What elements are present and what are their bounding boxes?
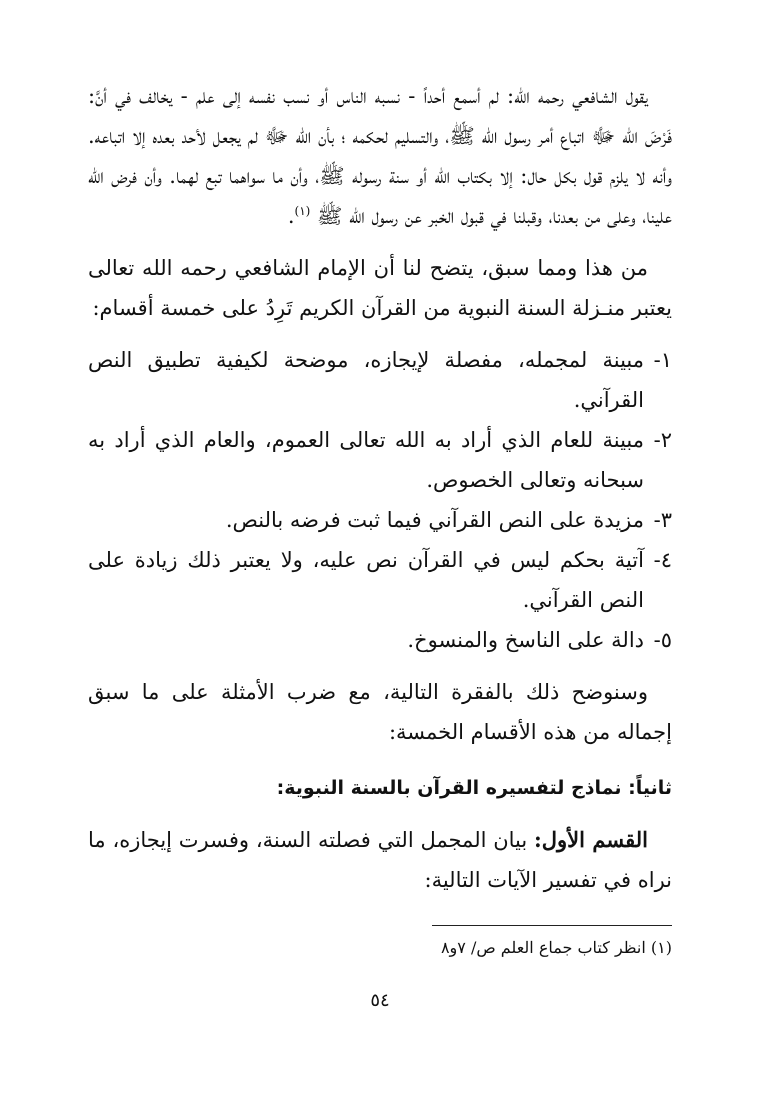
- sections-list: [88, 340, 672, 660]
- paragraph-summary: من هذا ومما سبق، يتضح لنا أن الإمام الشافعي رحمه الله تعالى يعتبر منـزلة السنة النبوية من القرآن الكريم تَرِدُ على خمسة أقسام:: [88, 256, 672, 320]
- footnote-divider: [432, 925, 672, 926]
- list-item-number: ٤-: [653, 548, 672, 572]
- list-item-text: دالة على الناسخ والمنسوخ.: [407, 628, 644, 652]
- list-item-number: ١-: [653, 348, 672, 372]
- paragraph-first-section: [88, 820, 672, 900]
- footnote-text: انظر كتاب جماع العلم ص/ ٧و٨: [440, 938, 646, 957]
- footnote-reference: (١): [294, 204, 311, 218]
- first-section-label: القسم الأول:: [534, 827, 648, 852]
- footnote: [88, 935, 672, 961]
- list-item-text: مبينة للعام الذي أراد به الله تعالى العموم، والعام الذي أراد به سبحانه وتعالى الخصوص.: [88, 428, 644, 492]
- paragraph-transition: وسنوضح ذلك بالفقرة التالية، مع ضرب الأمثلة على ما سبق إجماله من هذه الأقسام الخمسة:: [88, 680, 672, 744]
- section-heading: ثانياً: نماذج لتفسيره القرآن بالسنة النبوية:: [276, 777, 672, 799]
- paragraph-shafii-quote: [88, 76, 672, 236]
- list-item: [88, 620, 672, 660]
- first-section-text: بيان المجمل التي فصلته السنة، وفسرت إيجازه، ما نراه في تفسير الآيات التالية:: [88, 828, 672, 892]
- list-item-number: ٥-: [653, 628, 672, 652]
- list-item-number: ٢-: [653, 428, 672, 452]
- page-number: ٥٤: [370, 990, 390, 1011]
- list-item-text: مزيدة على النص القرآني فيما ثبت فرضه بالنص.: [225, 508, 644, 532]
- list-item-text: مبينة لمجمله، مفصلة لإيجازه، موضحة لكيفية تطبيق النص القرآني.: [88, 348, 644, 412]
- paragraph-end-mark: .: [287, 204, 295, 228]
- list-item: [88, 500, 672, 540]
- paragraph-shafii-quote-text: يقول الشافعي رحمه الله: لم أسمع أحداً - نسبه الناس أو نسب نفسه إلى علم - يخالف في أنَّ: فَرْضَ الله ﷻ اتباع أمر رسول الله ﷺ، والتسليم لحكمه ؛ بأن الله ﷻ لم يجعل لأحد بعده إلا اتباعه. وأنه لا يلزم قول بكل حال: إلا بكتاب الله أو سنة رسوله ﷺ، وأن ما سواهما تبع لهما. وأن فرض الله علينا، وعلى من بعدنا، وقبلنا في قبول الخبر عن رسول الله ﷺ: [88, 84, 672, 228]
- list-item-number: ٣-: [653, 508, 672, 532]
- footnote-number: (١): [650, 938, 672, 957]
- list-item: [88, 540, 672, 620]
- list-item: [88, 340, 672, 420]
- main-text: [88, 76, 672, 900]
- list-item: [88, 420, 672, 500]
- list-item-text: آتية بحكم ليس في القرآن نص عليه، ولا يعتبر ذلك زيادة على النص القرآني.: [88, 548, 644, 612]
